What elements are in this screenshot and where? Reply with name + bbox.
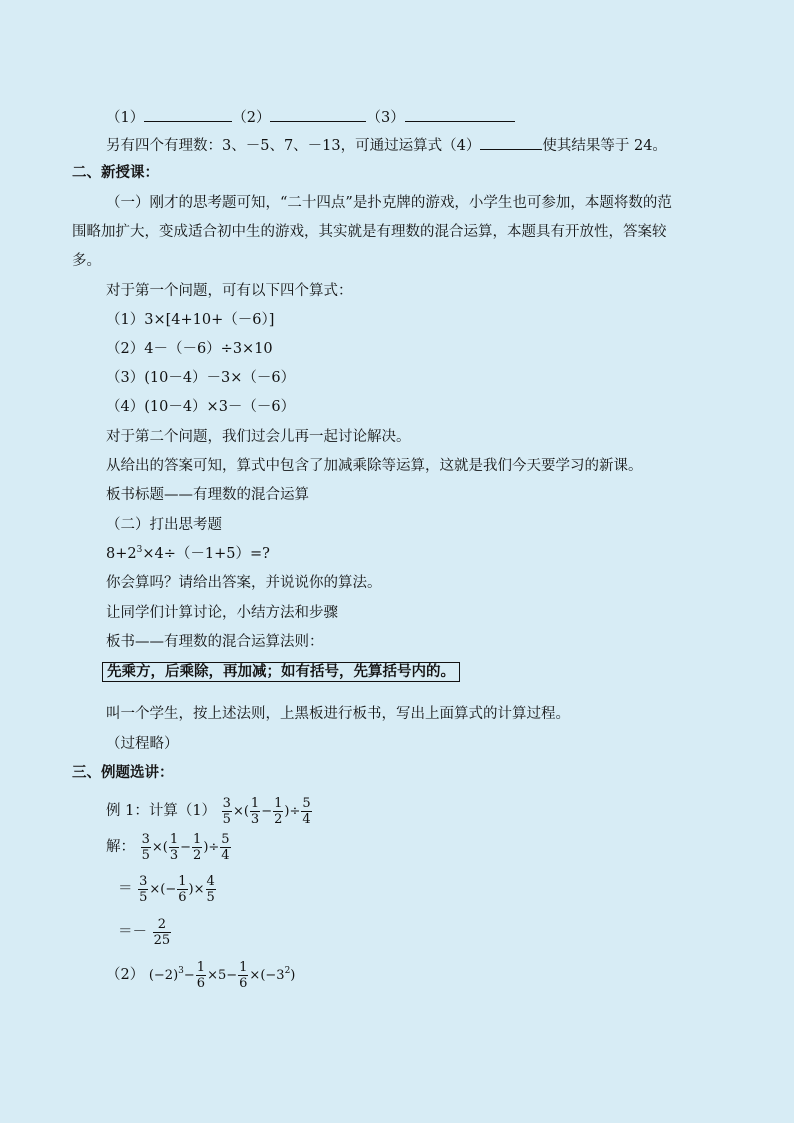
- solution-line-1: 解： $\frac{3}{5}$ ×( $\frac{1}{3}$ − $\frac{1}{2}$ )÷ $\frac{5}{4}$: [106, 831, 230, 863]
- answer-blank-2[interactable]: [270, 106, 366, 122]
- rule-box-wrap: [102, 662, 460, 682]
- formula-1: （1）3×[4+10+（－6）]: [106, 312, 275, 328]
- fraction-2-25: $\frac{2}{25}$: [153, 916, 171, 948]
- think-expression: $8+2^3\times 4\div(-1+5)=$?: [106, 545, 270, 562]
- fraction-1-6: $\frac{1}{6}$: [178, 873, 187, 905]
- para1-line1: （一）刚才的思考题可知，“二十四点”是扑克牌的游戏，小学生也可参加，本题将数的范: [106, 195, 672, 211]
- answer-blank-3[interactable]: [405, 106, 515, 122]
- formula-2: （2）4－（－6）÷3×10: [106, 341, 273, 357]
- think-question-label: （二）打出思考题: [106, 517, 222, 533]
- board-rule: 板书——有理数的混合运算法则：: [106, 634, 324, 650]
- fraction-4-5: $\frac{4}{5}$: [206, 873, 215, 905]
- formula-4: （4）(10－4）×3－（－6）: [106, 399, 296, 415]
- formula-3: （3）(10－4）－3×（－6）: [106, 370, 296, 386]
- fraction-1-3: $\frac{1}{3}$: [250, 795, 260, 827]
- discuss: 让同学们计算讨论，小结方法和步骤: [106, 605, 338, 621]
- example1-line: 例 1：计算（1） $\frac{3}{5}$ ×( $\frac{1}{3}$ − $\frac{1}{2}$ )÷ $\frac{5}{4}$: [106, 795, 311, 827]
- section3-heading: 三、例题选讲：: [72, 765, 174, 781]
- process-omitted: （过程略）: [106, 736, 179, 752]
- fraction-1-2: $\frac{1}{2}$: [274, 795, 283, 827]
- can-you: 你会算吗？请给出答案，并说说你的算法。: [106, 575, 382, 591]
- example2-line: （2） $(-2)^3-$ $\frac{1}{6}$ ×5− $\frac{1}{6}$ $\times(-3^2)$: [106, 959, 296, 991]
- section2-heading: 二、新授课：: [72, 165, 159, 181]
- board-title: 板书标题——有理数的混合运算: [106, 487, 309, 503]
- fraction-5-4: $\frac{5}{4}$: [302, 795, 311, 827]
- para1-line3: 多。: [72, 253, 101, 269]
- fraction-3-5: $\frac{3}{5}$: [222, 795, 231, 827]
- solution-line-3: ＝－ $\frac{2}{25}$: [118, 916, 171, 948]
- second-question: 对于第二个问题，我们过会儿再一起讨论解决。: [106, 429, 411, 445]
- another-numbers-line: 另有四个有理数：3、－5、7、－13，可通过运算式（4） 使其结果等于 24。: [106, 134, 667, 156]
- from-answer: 从给出的答案可知，算式中包含了加减乘除等运算，这就是我们今天要学习的新课。: [106, 458, 643, 474]
- answer-blank-1[interactable]: [144, 106, 232, 122]
- first-question: 对于第一个问题，可有以下四个算式：: [106, 283, 353, 299]
- blank-label-3: （3）: [366, 110, 405, 126]
- answer-blank-4[interactable]: [480, 134, 542, 150]
- call-student: 叫一个学生，按上述法则，上黑板进行板书，写出上面算式的计算过程。: [106, 706, 570, 722]
- blank-label-1: （1）: [106, 110, 145, 126]
- para1-line2: 围略加扩大，变成适合初中生的游戏，其实就是有理数的混合运算，本题具有开放性，答案较: [72, 224, 667, 240]
- rule-box: 先乘方，后乘除，再加减；如有括号，先算括号内的。: [102, 662, 460, 682]
- solution-line-2: ＝ $\frac{3}{5}$ ×(− $\frac{1}{6}$ )× $\frac{4}{5}$: [118, 873, 215, 905]
- blanks-line: [106, 106, 515, 128]
- blank-label-2: （2）: [232, 110, 271, 126]
